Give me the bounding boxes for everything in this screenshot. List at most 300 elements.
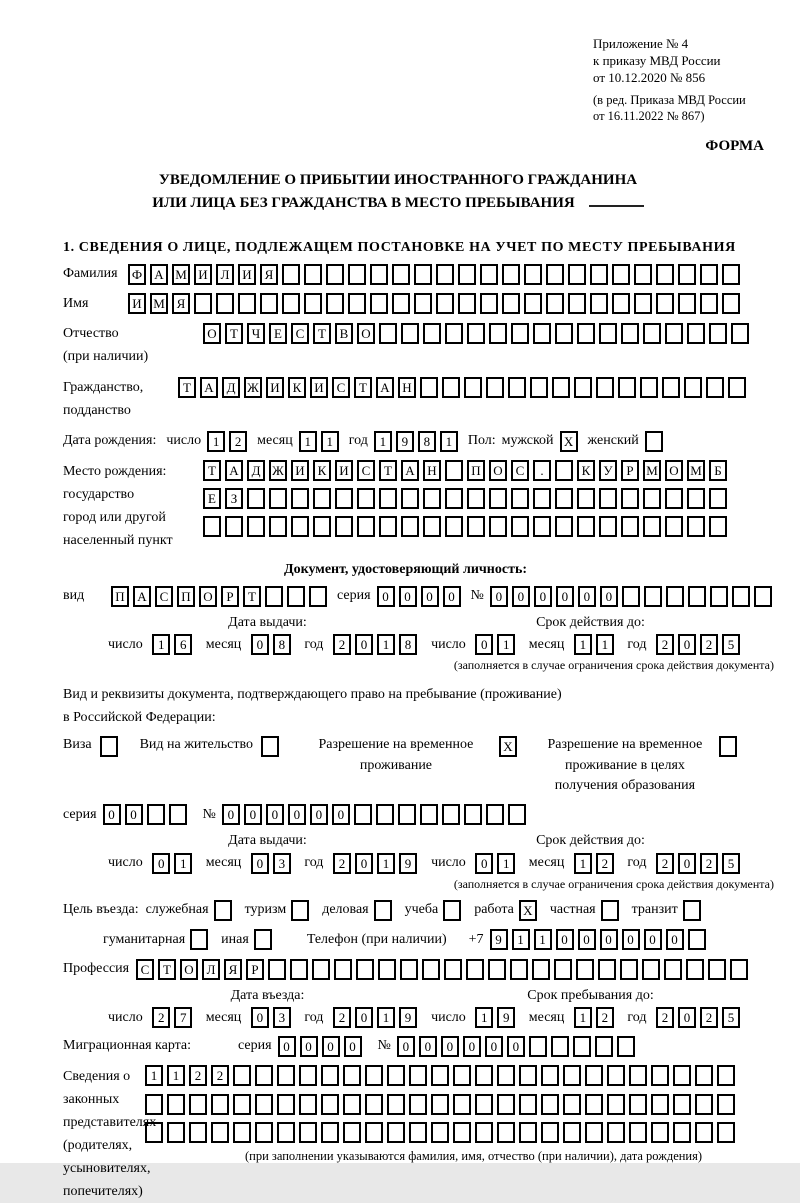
form-cell[interactable]	[265, 586, 283, 607]
form-cell[interactable]	[445, 516, 463, 537]
form-cell[interactable]: 0	[344, 1036, 362, 1057]
form-cell[interactable]: 0	[556, 586, 574, 607]
form-cell[interactable]	[686, 959, 704, 980]
surname-field[interactable]	[128, 264, 744, 285]
form-cell[interactable]: 1	[574, 634, 592, 655]
form-cell[interactable]: К	[288, 377, 306, 398]
form-cell[interactable]	[420, 804, 438, 825]
form-cell[interactable]: X	[499, 736, 517, 757]
form-cell[interactable]	[475, 1122, 493, 1143]
birth-place-field-row-2[interactable]	[203, 488, 731, 509]
form-cell[interactable]: Т	[225, 323, 243, 344]
option-visa-checkbox[interactable]	[100, 735, 122, 756]
form-cell[interactable]: 0	[251, 634, 269, 655]
form-cell[interactable]	[595, 1036, 613, 1057]
form-cell[interactable]: О	[203, 323, 221, 344]
form-cell[interactable]	[666, 586, 684, 607]
form-cell[interactable]: Ж	[269, 460, 287, 481]
form-cell[interactable]	[203, 516, 221, 537]
form-cell[interactable]: О	[357, 323, 375, 344]
form-cell[interactable]	[695, 1094, 713, 1115]
form-cell[interactable]: И	[238, 264, 256, 285]
form-cell[interactable]	[214, 900, 232, 921]
form-cell[interactable]	[524, 293, 542, 314]
form-cell[interactable]	[431, 1122, 449, 1143]
form-cell[interactable]	[673, 1094, 691, 1115]
form-cell[interactable]	[431, 1065, 449, 1086]
form-cell[interactable]: 0	[355, 853, 373, 874]
form-cell[interactable]: 0	[322, 1036, 340, 1057]
form-cell[interactable]	[617, 1036, 635, 1057]
form-cell[interactable]	[533, 516, 551, 537]
residence-valid-year-field[interactable]	[656, 852, 744, 873]
form-cell[interactable]: 2	[656, 853, 674, 874]
form-cell[interactable]	[401, 323, 419, 344]
issue-year-field[interactable]	[333, 634, 421, 655]
birth-place-field-row-1[interactable]	[203, 460, 731, 481]
form-cell[interactable]	[533, 488, 551, 509]
form-cell[interactable]: 1	[475, 1007, 493, 1028]
form-cell[interactable]	[497, 1122, 515, 1143]
form-cell[interactable]: М	[687, 460, 705, 481]
form-cell[interactable]	[233, 1122, 251, 1143]
form-cell[interactable]: Н	[398, 377, 416, 398]
form-cell[interactable]: 5	[722, 1007, 740, 1028]
form-cell[interactable]	[621, 516, 639, 537]
form-cell[interactable]	[467, 488, 485, 509]
form-cell[interactable]	[502, 264, 520, 285]
form-cell[interactable]: 0	[507, 1036, 525, 1057]
form-cell[interactable]	[378, 959, 396, 980]
form-cell[interactable]: 1	[596, 634, 614, 655]
form-cell[interactable]	[568, 264, 586, 285]
form-cell[interactable]	[497, 1094, 515, 1115]
form-cell[interactable]: Я	[260, 264, 278, 285]
form-cell[interactable]	[601, 900, 619, 921]
form-cell[interactable]	[291, 488, 309, 509]
form-cell[interactable]	[480, 293, 498, 314]
form-cell[interactable]: 0	[443, 586, 461, 607]
form-cell[interactable]	[555, 460, 573, 481]
form-cell[interactable]	[656, 264, 674, 285]
form-cell[interactable]	[145, 1122, 163, 1143]
form-cell[interactable]: 5	[722, 853, 740, 874]
purpose-private-checkbox[interactable]	[601, 900, 623, 921]
form-cell[interactable]	[299, 1122, 317, 1143]
form-cell[interactable]	[409, 1065, 427, 1086]
form-cell[interactable]	[651, 1094, 669, 1115]
form-cell[interactable]: 2	[333, 634, 351, 655]
form-cell[interactable]: 0	[441, 1036, 459, 1057]
form-cell[interactable]: 2	[333, 853, 351, 874]
form-cell[interactable]	[640, 377, 658, 398]
form-cell[interactable]: 1	[512, 929, 530, 950]
form-cell[interactable]: Я	[172, 293, 190, 314]
citizenship-field[interactable]	[178, 376, 750, 397]
form-cell[interactable]	[687, 516, 705, 537]
birth-place-field-row-3[interactable]	[203, 516, 731, 537]
phone-field[interactable]	[490, 929, 710, 950]
form-cell[interactable]	[585, 1122, 603, 1143]
form-cell[interactable]	[519, 1122, 537, 1143]
form-cell[interactable]	[563, 1065, 581, 1086]
form-cell[interactable]	[414, 293, 432, 314]
form-cell[interactable]: И	[291, 460, 309, 481]
form-cell[interactable]: Р	[221, 586, 239, 607]
purpose-work-checkbox[interactable]	[519, 900, 541, 921]
form-cell[interactable]	[719, 736, 737, 757]
form-cell[interactable]	[321, 1122, 339, 1143]
form-cell[interactable]	[445, 460, 463, 481]
residence-issue-day-field[interactable]	[152, 852, 196, 873]
form-cell[interactable]	[607, 1122, 625, 1143]
form-cell[interactable]	[313, 516, 331, 537]
form-cell[interactable]: 0	[421, 586, 439, 607]
form-cell[interactable]: 0	[600, 586, 618, 607]
option-residence-permit-checkbox[interactable]	[261, 735, 283, 756]
form-cell[interactable]	[268, 959, 286, 980]
residence-series-field[interactable]	[103, 804, 191, 825]
form-cell[interactable]	[312, 959, 330, 980]
form-cell[interactable]	[401, 516, 419, 537]
form-cell[interactable]	[612, 293, 630, 314]
form-cell[interactable]	[563, 1122, 581, 1143]
form-cell[interactable]: 0	[300, 1036, 318, 1057]
form-cell[interactable]: 0	[463, 1036, 481, 1057]
form-cell[interactable]: 0	[288, 804, 306, 825]
form-cell[interactable]: 2	[656, 1007, 674, 1028]
form-cell[interactable]: 0	[244, 804, 262, 825]
form-cell[interactable]	[423, 323, 441, 344]
form-cell[interactable]	[255, 1094, 273, 1115]
document-type-field[interactable]	[111, 586, 331, 607]
form-cell[interactable]	[651, 1122, 669, 1143]
form-cell[interactable]: С	[357, 460, 375, 481]
form-cell[interactable]	[642, 959, 660, 980]
form-cell[interactable]	[374, 900, 392, 921]
form-cell[interactable]: 0	[355, 1007, 373, 1028]
form-cell[interactable]: И	[266, 377, 284, 398]
form-cell[interactable]	[147, 804, 165, 825]
form-cell[interactable]: Р	[621, 460, 639, 481]
form-cell[interactable]: С	[291, 323, 309, 344]
form-cell[interactable]	[436, 293, 454, 314]
form-cell[interactable]: А	[150, 264, 168, 285]
form-cell[interactable]	[629, 1065, 647, 1086]
form-cell[interactable]	[334, 959, 352, 980]
form-cell[interactable]: 0	[490, 586, 508, 607]
form-cell[interactable]	[376, 804, 394, 825]
form-cell[interactable]	[643, 516, 661, 537]
form-cell[interactable]	[370, 293, 388, 314]
form-cell[interactable]	[255, 1122, 273, 1143]
form-cell[interactable]: 0	[666, 929, 684, 950]
form-cell[interactable]: 1	[534, 929, 552, 950]
form-cell[interactable]	[607, 1065, 625, 1086]
form-cell[interactable]	[464, 377, 482, 398]
form-cell[interactable]: П	[467, 460, 485, 481]
form-cell[interactable]: 0	[103, 804, 121, 825]
form-cell[interactable]	[401, 488, 419, 509]
form-cell[interactable]	[453, 1122, 471, 1143]
form-cell[interactable]	[370, 264, 388, 285]
stay-year-field[interactable]	[656, 1007, 744, 1028]
form-cell[interactable]: Т	[178, 377, 196, 398]
purpose-tourism-checkbox[interactable]	[291, 900, 313, 921]
form-cell[interactable]	[445, 488, 463, 509]
form-cell[interactable]	[247, 516, 265, 537]
patronymic-field[interactable]	[203, 322, 753, 343]
form-cell[interactable]	[590, 293, 608, 314]
form-cell[interactable]	[233, 1065, 251, 1086]
form-cell[interactable]	[379, 323, 397, 344]
form-cell[interactable]: Р	[246, 959, 264, 980]
form-cell[interactable]: 9	[497, 1007, 515, 1028]
issue-day-field[interactable]	[152, 634, 196, 655]
sex-male-checkbox[interactable]	[560, 430, 582, 451]
form-cell[interactable]: 2	[656, 634, 674, 655]
residence-number-field[interactable]	[222, 804, 530, 825]
legal-field-row-2[interactable]	[145, 1093, 739, 1114]
profession-field[interactable]	[136, 958, 752, 979]
form-cell[interactable]	[502, 293, 520, 314]
issue-month-field[interactable]	[251, 634, 295, 655]
given-name-field[interactable]	[128, 293, 744, 314]
form-cell[interactable]: Ж	[244, 377, 262, 398]
form-cell[interactable]: 1	[321, 431, 339, 452]
birth-month-field[interactable]	[299, 430, 343, 451]
form-cell[interactable]	[282, 293, 300, 314]
form-cell[interactable]: 0	[278, 1036, 296, 1057]
form-cell[interactable]	[643, 488, 661, 509]
form-cell[interactable]	[357, 516, 375, 537]
form-cell[interactable]: 1	[574, 1007, 592, 1028]
migration-number-field[interactable]	[397, 1036, 639, 1057]
form-cell[interactable]: 1	[377, 1007, 395, 1028]
form-cell[interactable]	[634, 293, 652, 314]
form-cell[interactable]	[541, 1122, 559, 1143]
form-cell[interactable]	[688, 929, 706, 950]
form-cell[interactable]	[599, 516, 617, 537]
entry-year-field[interactable]	[333, 1007, 421, 1028]
form-cell[interactable]	[354, 804, 372, 825]
form-cell[interactable]: Д	[222, 377, 240, 398]
form-cell[interactable]: Т	[203, 460, 221, 481]
form-cell[interactable]	[519, 1094, 537, 1115]
form-cell[interactable]: А	[376, 377, 394, 398]
form-cell[interactable]	[365, 1122, 383, 1143]
form-cell[interactable]: 1	[497, 634, 515, 655]
form-cell[interactable]	[343, 1122, 361, 1143]
form-cell[interactable]	[379, 488, 397, 509]
form-cell[interactable]	[443, 900, 461, 921]
form-cell[interactable]	[555, 488, 573, 509]
form-cell[interactable]: 1	[377, 853, 395, 874]
form-cell[interactable]: 0	[310, 804, 328, 825]
form-cell[interactable]: Д	[247, 460, 265, 481]
form-cell[interactable]	[216, 293, 234, 314]
purpose-official-checkbox[interactable]	[214, 900, 236, 921]
form-cell[interactable]	[678, 264, 696, 285]
form-cell[interactable]	[299, 1065, 317, 1086]
form-cell[interactable]: 0	[556, 929, 574, 950]
form-cell[interactable]: 2	[700, 853, 718, 874]
form-cell[interactable]: Е	[269, 323, 287, 344]
form-cell[interactable]: 0	[678, 1007, 696, 1028]
form-cell[interactable]	[282, 264, 300, 285]
form-cell[interactable]	[508, 377, 526, 398]
form-cell[interactable]: 3	[273, 1007, 291, 1028]
form-cell[interactable]	[717, 1094, 735, 1115]
form-cell[interactable]	[409, 1122, 427, 1143]
form-cell[interactable]: Н	[423, 460, 441, 481]
form-cell[interactable]: 0	[399, 586, 417, 607]
form-cell[interactable]	[100, 736, 118, 757]
form-cell[interactable]: Ф	[128, 264, 146, 285]
form-cell[interactable]	[475, 1065, 493, 1086]
form-cell[interactable]: 0	[332, 804, 350, 825]
form-cell[interactable]	[458, 264, 476, 285]
form-cell[interactable]	[612, 264, 630, 285]
form-cell[interactable]: 0	[222, 804, 240, 825]
form-cell[interactable]	[489, 323, 507, 344]
form-cell[interactable]	[511, 516, 529, 537]
form-cell[interactable]	[356, 959, 374, 980]
form-cell[interactable]	[423, 488, 441, 509]
form-cell[interactable]: 9	[399, 853, 417, 874]
form-cell[interactable]: Т	[313, 323, 331, 344]
form-cell[interactable]	[683, 900, 701, 921]
form-cell[interactable]: Б	[709, 460, 727, 481]
form-cell[interactable]	[343, 1094, 361, 1115]
form-cell[interactable]	[255, 1065, 273, 1086]
form-cell[interactable]	[422, 959, 440, 980]
form-cell[interactable]	[400, 959, 418, 980]
form-cell[interactable]	[291, 900, 309, 921]
form-cell[interactable]	[541, 1065, 559, 1086]
form-cell[interactable]	[695, 1065, 713, 1086]
form-cell[interactable]	[568, 293, 586, 314]
form-cell[interactable]	[269, 488, 287, 509]
form-cell[interactable]: 9	[396, 431, 414, 452]
form-cell[interactable]	[731, 323, 749, 344]
form-cell[interactable]: 1	[174, 853, 192, 874]
form-cell[interactable]: 0	[125, 804, 143, 825]
form-cell[interactable]: П	[111, 586, 129, 607]
form-cell[interactable]	[167, 1122, 185, 1143]
form-cell[interactable]: А	[401, 460, 419, 481]
residence-valid-month-field[interactable]	[574, 852, 618, 873]
purpose-business-checkbox[interactable]	[374, 900, 396, 921]
form-cell[interactable]	[511, 488, 529, 509]
form-cell[interactable]	[510, 959, 528, 980]
form-cell[interactable]	[700, 264, 718, 285]
form-cell[interactable]	[532, 959, 550, 980]
form-cell[interactable]: Т	[354, 377, 372, 398]
form-cell[interactable]: X	[560, 431, 578, 452]
birth-year-field[interactable]	[374, 430, 462, 451]
form-cell[interactable]	[169, 804, 187, 825]
form-cell[interactable]: 8	[273, 634, 291, 655]
form-cell[interactable]	[687, 323, 705, 344]
form-cell[interactable]	[326, 264, 344, 285]
form-cell[interactable]	[475, 1094, 493, 1115]
form-cell[interactable]	[599, 323, 617, 344]
form-cell[interactable]	[497, 1065, 515, 1086]
form-cell[interactable]	[684, 377, 702, 398]
form-cell[interactable]	[728, 377, 746, 398]
form-cell[interactable]: 1	[299, 431, 317, 452]
form-cell[interactable]	[420, 377, 438, 398]
form-cell[interactable]: 0	[678, 853, 696, 874]
form-cell[interactable]: К	[313, 460, 331, 481]
residence-valid-day-field[interactable]	[475, 852, 519, 873]
form-cell[interactable]: С	[332, 377, 350, 398]
form-cell[interactable]	[489, 516, 507, 537]
form-cell[interactable]	[577, 488, 595, 509]
form-cell[interactable]	[678, 293, 696, 314]
option-temporary-residence-education-checkbox[interactable]	[719, 735, 741, 756]
form-cell[interactable]: Е	[203, 488, 221, 509]
form-cell[interactable]: С	[155, 586, 173, 607]
form-cell[interactable]	[709, 323, 727, 344]
form-cell[interactable]: 2	[596, 1007, 614, 1028]
form-cell[interactable]: А	[133, 586, 151, 607]
form-cell[interactable]	[326, 293, 344, 314]
sex-female-checkbox[interactable]	[645, 430, 667, 451]
form-cell[interactable]: 0	[578, 929, 596, 950]
form-cell[interactable]	[585, 1094, 603, 1115]
form-cell[interactable]	[555, 323, 573, 344]
form-cell[interactable]	[379, 516, 397, 537]
form-cell[interactable]	[277, 1094, 295, 1115]
form-cell[interactable]	[225, 516, 243, 537]
form-cell[interactable]	[291, 516, 309, 537]
form-cell[interactable]	[348, 293, 366, 314]
form-cell[interactable]	[700, 293, 718, 314]
form-cell[interactable]	[552, 377, 570, 398]
form-cell[interactable]	[167, 1094, 185, 1115]
form-cell[interactable]	[387, 1094, 405, 1115]
form-cell[interactable]: У	[599, 460, 617, 481]
form-cell[interactable]	[722, 293, 740, 314]
form-cell[interactable]: 5	[722, 634, 740, 655]
option-temporary-residence-checkbox[interactable]	[499, 735, 521, 756]
form-cell[interactable]: С	[136, 959, 154, 980]
form-cell[interactable]	[529, 1036, 547, 1057]
valid-year-field[interactable]	[656, 634, 744, 655]
form-cell[interactable]: Т	[243, 586, 261, 607]
form-cell[interactable]	[145, 1094, 163, 1115]
form-cell[interactable]	[709, 516, 727, 537]
form-cell[interactable]: 0	[512, 586, 530, 607]
form-cell[interactable]	[211, 1094, 229, 1115]
form-cell[interactable]	[453, 1065, 471, 1086]
form-cell[interactable]	[247, 488, 265, 509]
form-cell[interactable]: 2	[596, 853, 614, 874]
form-cell[interactable]	[546, 293, 564, 314]
form-cell[interactable]	[665, 323, 683, 344]
form-cell[interactable]: 1	[574, 853, 592, 874]
form-cell[interactable]: 0	[251, 1007, 269, 1028]
form-cell[interactable]: 3	[273, 853, 291, 874]
purpose-transit-checkbox[interactable]	[683, 900, 705, 921]
form-cell[interactable]	[453, 1094, 471, 1115]
form-cell[interactable]: 0	[397, 1036, 415, 1057]
form-cell[interactable]	[313, 488, 331, 509]
form-cell[interactable]	[708, 959, 726, 980]
form-cell[interactable]	[467, 323, 485, 344]
